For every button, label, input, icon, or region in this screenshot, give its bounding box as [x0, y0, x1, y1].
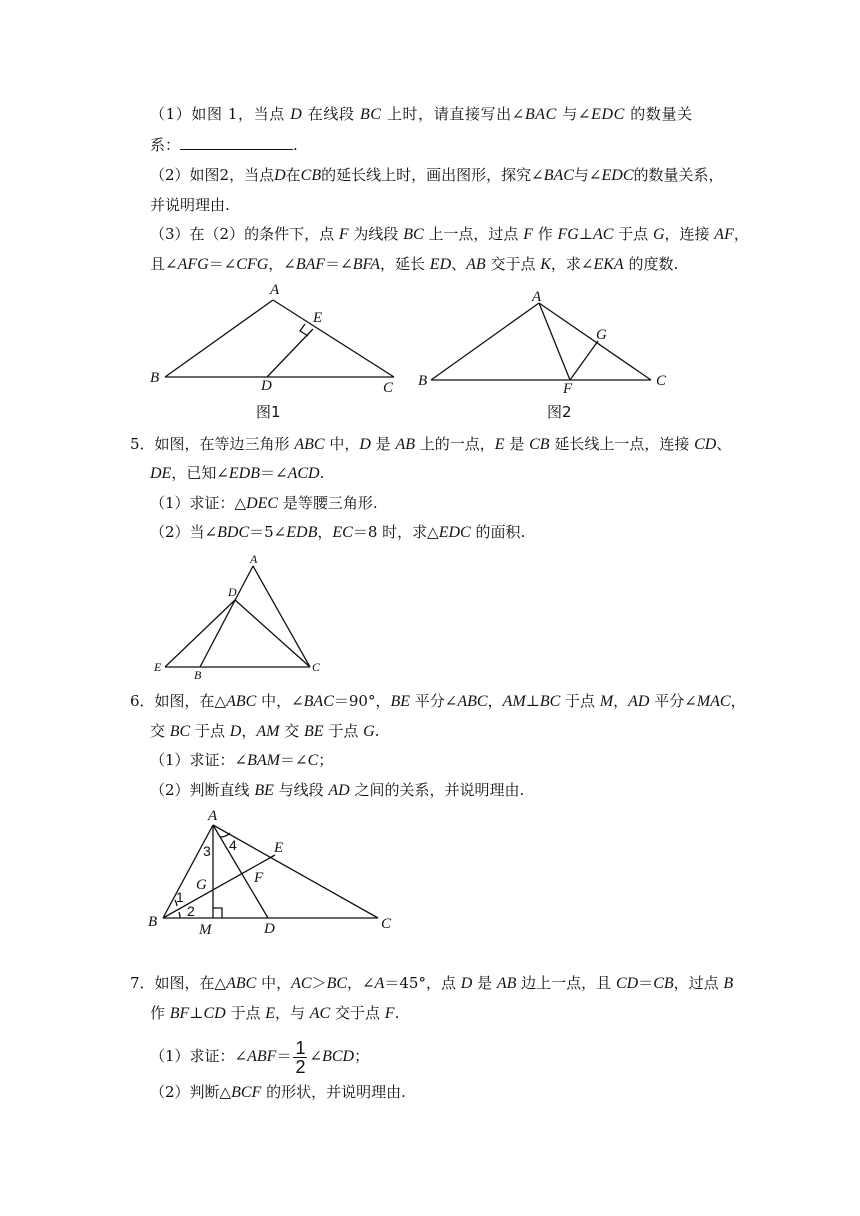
fig4-label-b: B: [148, 914, 158, 930]
fig3-segment-ab: [200, 566, 253, 667]
fig2-label-a: A: [532, 289, 542, 305]
p6-q2: （2）判断直线 BE 与线段 AD 之间的关系，并说明理由.: [150, 781, 525, 799]
fig4-angle-arc-2: [179, 912, 180, 918]
fig1-label-d: D: [261, 378, 272, 394]
fig1-label-a: A: [270, 282, 280, 298]
p4-q1-line2: 系： .: [150, 136, 298, 154]
p6-line1: 6．如图，在△ABC 中，∠BAC＝90°，BE 平分∠ABC，AM⊥BC 于点 M，AD 平分∠MAC，: [130, 692, 746, 710]
fig2-label-g: G: [596, 327, 607, 343]
fig4-angle-label-3: 3: [203, 843, 211, 859]
fig2-caption: 图2: [547, 403, 572, 421]
p6-q1: （1）求证：∠BAM＝∠C；: [150, 751, 334, 769]
fig1-right-angle-mark: [300, 324, 308, 336]
fig2-segment-ac: [539, 303, 651, 380]
fig3-label-e: E: [154, 660, 162, 674]
fig1-segment-ab: [165, 300, 273, 377]
p5-q2: （2）当∠BDC＝5∠EDB，EC＝8 时，求△EDC 的面积.: [150, 523, 526, 541]
p7-line2: 作 BF⊥CD 于点 E，与 AC 交于点 F.: [150, 1004, 400, 1022]
p6-line2: 交 BC 于点 D，AM 交 BE 于点 G.: [150, 722, 380, 740]
p4-q2-line2: 并说明理由.: [150, 196, 230, 214]
fig2-segment-ab: [431, 303, 539, 380]
fig1-label-e: E: [313, 310, 323, 326]
fig4-label-d: D: [264, 921, 275, 937]
fig4-label-a: A: [208, 808, 218, 824]
fig4-label-m: M: [199, 922, 212, 938]
fig4-angle-label-4: 4: [229, 837, 237, 853]
p5-line2: DE，已知∠EDB＝∠ACD.: [150, 464, 325, 482]
fig4-label-g: G: [196, 877, 207, 893]
fig3-label-a: A: [250, 552, 258, 566]
p7-q2: （2）判断△BCF 的形状，并说明理由.: [150, 1083, 406, 1101]
fig2-segment-af: [539, 303, 570, 380]
fig4-label-f: F: [254, 870, 264, 886]
fig3-label-b: B: [194, 668, 202, 682]
fig3-label-d: D: [228, 585, 237, 599]
fig1-segment-de: [267, 329, 313, 377]
fig1-label-c: C: [383, 380, 394, 396]
fig1-label-b: B: [150, 370, 160, 386]
fig3-label-c: C: [312, 660, 321, 674]
fig3-segment-dc: [235, 600, 310, 667]
fraction-one-half: $\frac{1}{2}$: [295, 1037, 306, 1077]
fig4-angle-label-2: 2: [187, 903, 195, 919]
fig4-label-e: E: [274, 840, 284, 856]
p4-q3-line2: 且∠AFG＝∠CFG，∠BAF＝∠BFA，延长 ED、AB 交于点 K，求∠EKA 的度数.: [150, 255, 679, 273]
fig2-label-c: C: [656, 373, 667, 389]
p4-q1-line1: （1）如图 1，当点 D 在线段 BC 上时，请直接写出∠BAC 与∠EDC 的数量关: [150, 105, 693, 123]
p5-q1: （1）求证：△DEC 是等腰三角形.: [150, 494, 378, 512]
fig4-segment-ac: [213, 825, 378, 918]
fig4-right-angle-mark: [213, 908, 222, 918]
fig1-segment-ac: [273, 300, 394, 377]
fig2-label-f: F: [563, 381, 573, 397]
fig4-angle-label-1: 1: [176, 889, 184, 905]
fig3-segment-ac: [253, 566, 310, 667]
p4-q3-line1: （3）在（2）的条件下，点 F 为线段 BC 上一点，过点 F 作 FG⊥AC 于点 G，连接 AF，: [150, 225, 749, 243]
fig2-segment-fg: [570, 341, 598, 380]
fig1-caption: 图1: [256, 403, 281, 421]
p5-line1: 5．如图，在等边三角形 ABC 中，D 是 AB 上的一点，E 是 CB 延长线上一点，连接 CD、: [130, 435, 732, 453]
fig4-label-c: C: [381, 916, 392, 932]
fig2-label-b: B: [418, 373, 428, 389]
fig3-segment-ed: [165, 600, 235, 667]
p4-q2-line1: （2）如图2，当点D在CB的延长线上时，画出图形，探究∠BAC与∠EDC的数量关系，: [150, 166, 724, 184]
p7-q1: （1）求证：∠ABF＝ $\frac{1}{2}$ ∠BCD；: [150, 1037, 370, 1077]
p7-line1: 7．如图，在△ABC 中，AC＞BC，∠A＝45°，点 D 是 AB 边上一点，且 CD＝CB，过点 B: [130, 974, 734, 992]
